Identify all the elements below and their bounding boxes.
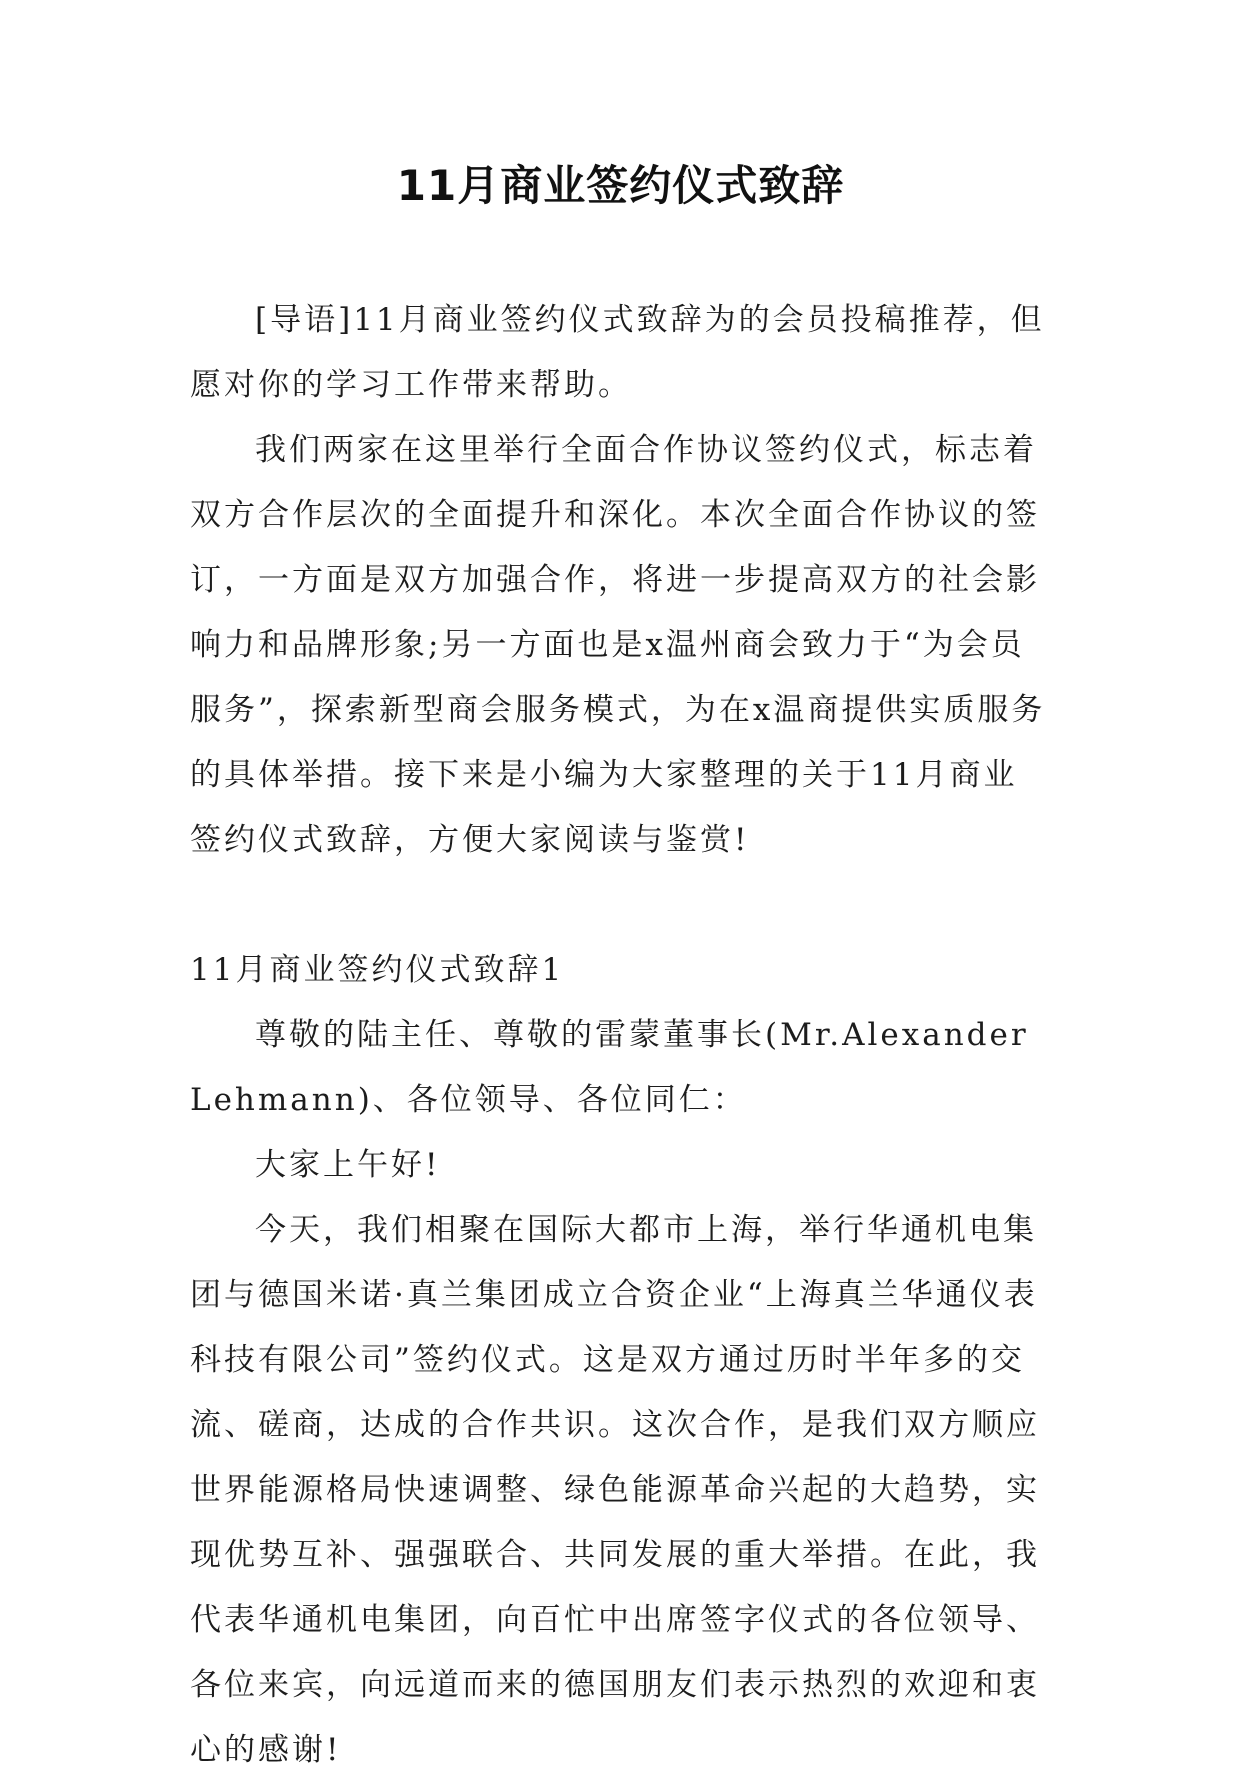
intro-paragraph: [导语]11月商业签约仪式致辞为的会员投稿推荐，但愿对你的学习工作带来帮助。 xyxy=(190,302,1045,403)
document-title: 11月商业签约仪式致辞 xyxy=(396,161,845,210)
body-paragraph-2: 今天，我们相聚在国际大都市上海，举行华通机电集团与德国米诺·真兰集团成立合资企业“上海真兰华通仪表科技有限公司”签约仪式。这是双方通过历时半年多的交流、磋商，达成的合作共识。这次合作，是我们双方顺应世界能源格局快速调整、绿色能源革命兴起的大趋势，实现优势互补、强强联合、共同发展的重大举措。在此，我代表华通机电集团，向百忙中出席签字仪式的各位领导、各位来宾，向远道而来的德国朋友们表示热烈的欢迎和衷心的感谢! xyxy=(190,1212,1040,1768)
body-paragraph-1: 我们两家在这里举行全面合作协议签约仪式，标志着双方合作层次的全面提升和深化。本次全面合作协议的签订，一方面是双方加强合作，将进一步提高双方的社会影响力和品牌形象;另一方面也是x温州商会致力于“为会员服务”，探索新型商会服务模式，为在x温商提供实质服务的具体举措。接下来是小编为大家整理的关于11月商业签约仪式致辞，方便大家阅读与鉴赏! xyxy=(190,432,1046,858)
greeting-paragraph: 大家上午好! xyxy=(255,1147,441,1183)
document-body xyxy=(190,288,1050,1783)
section-heading: 11月商业签约仪式致辞1 xyxy=(190,952,565,988)
salutation-paragraph: 尊敬的陆主任、尊敬的雷蒙董事长(Mr.AlexanderLehmann)、各位领导、各位同仁： xyxy=(190,1017,1029,1118)
